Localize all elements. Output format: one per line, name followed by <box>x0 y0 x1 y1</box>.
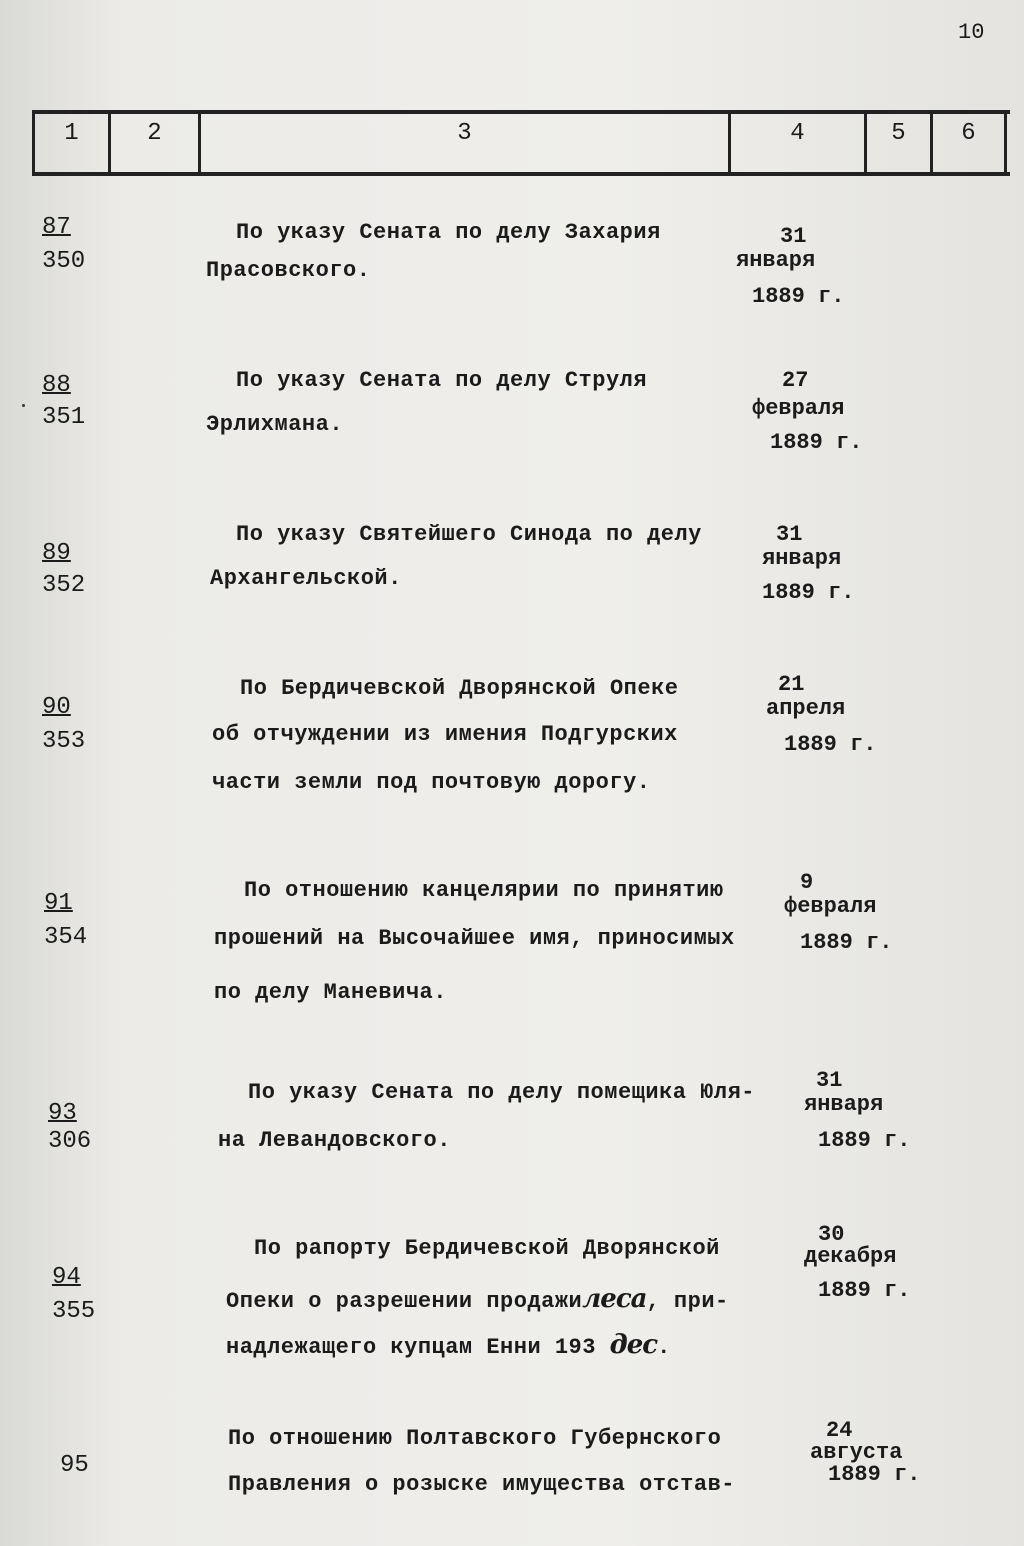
entry-text-segment: . <box>657 1335 671 1360</box>
entry-date-year: 1889 г. <box>828 1462 921 1487</box>
entry-text-line: По Бердичевской Дворянской Опеке <box>240 676 679 701</box>
entry-date-day: 31 <box>816 1068 843 1093</box>
header-col-6: 6 <box>930 114 1007 172</box>
entry-text-line: Прасовского. <box>206 258 371 283</box>
entry-number: 95 <box>60 1452 89 1479</box>
entry-text-line: на Левандовского. <box>218 1128 451 1153</box>
entry-text-line: Эрлихмана. <box>206 412 344 437</box>
entry-date-day: 9 <box>800 870 814 895</box>
entry-text-line: По указу Сената по делу помещика Юля- <box>248 1080 755 1105</box>
entry-text-segment: , при- <box>646 1289 729 1314</box>
entry-date-year: 1889 г. <box>818 1278 911 1303</box>
entry-text-line: Архангельской. <box>210 566 402 591</box>
entry-sheet-number: 353 <box>42 728 86 755</box>
speck <box>22 404 25 407</box>
entry-text-line-with-handwriting <box>226 1330 671 1360</box>
entry-text-line-with-handwriting <box>226 1284 729 1314</box>
entry-date-day: 27 <box>782 368 809 393</box>
entry-number: 94 <box>52 1264 81 1291</box>
entry-text-line: Правления о розыске имущества отстав- <box>228 1472 735 1497</box>
entry-date-month: февраля <box>784 894 877 919</box>
entry-date-year: 1889 г. <box>818 1128 911 1153</box>
entry-text-line: по делу Маневича. <box>214 980 447 1005</box>
entry-date-day: 31 <box>780 224 807 249</box>
entry-date-month: декабря <box>804 1244 897 1269</box>
header-col-1: 1 <box>32 114 108 172</box>
header-col-5: 5 <box>864 114 930 172</box>
handwritten-insertion: дес <box>609 1330 658 1360</box>
entry-date-year: 1889 г. <box>770 430 863 455</box>
handwritten-insertion: леса <box>582 1284 647 1314</box>
entry-text-line: части земли под почтовую дорогу. <box>212 770 651 795</box>
entry-number: 88 <box>42 372 71 399</box>
entry-number: 91 <box>44 890 73 917</box>
entry-date-day: 21 <box>778 672 805 697</box>
entry-number: 93 <box>48 1100 77 1127</box>
header-col-4: 4 <box>728 114 864 172</box>
entry-number: 89 <box>42 540 71 567</box>
entry-date-year: 1889 г. <box>752 284 845 309</box>
entry-date-month: января <box>736 248 816 273</box>
entry-date-year: 1889 г. <box>762 580 855 605</box>
entry-text-line: По указу Святейшего Синода по делу <box>236 522 702 547</box>
entry-sheet-number: 355 <box>52 1298 96 1325</box>
entry-text-line: По указу Сената по делу Захария <box>236 220 661 245</box>
entry-date-month: января <box>762 546 842 571</box>
table-header <box>32 110 1010 176</box>
entry-text-segment: Опеки о разрешении продажи <box>226 1289 583 1314</box>
entry-sheet-number: 351 <box>42 404 86 431</box>
entry-date-day: 30 <box>818 1222 845 1247</box>
entry-text-line: прошений на Высочайшее имя, приносимых <box>214 926 735 951</box>
entry-date-month: августа <box>810 1440 903 1465</box>
entry-text-line: По рапорту Бердичевской Дворянской <box>254 1236 720 1261</box>
entry-date-day: 24 <box>826 1418 853 1443</box>
entry-date-day: 31 <box>776 522 803 547</box>
page-number: 10 <box>958 20 985 45</box>
entry-date-month: января <box>804 1092 884 1117</box>
entry-sheet-number: 352 <box>42 572 86 599</box>
entry-text-line: По указу Сената по делу Струля <box>236 368 648 393</box>
entry-number: 90 <box>42 694 71 721</box>
entry-text-segment: надлежащего купцам Енни 193 <box>226 1335 596 1360</box>
header-col-3: 3 <box>198 114 728 172</box>
entry-date-month: апреля <box>766 696 846 721</box>
entry-text-line: По отношению канцелярии по принятию <box>244 878 724 903</box>
entry-date-year: 1889 г. <box>784 732 877 757</box>
entry-text-line: По отношению Полтавского Губернского <box>228 1426 722 1451</box>
entry-sheet-number: 350 <box>42 248 86 275</box>
entry-date-month: февраля <box>752 396 845 421</box>
entry-date-year: 1889 г. <box>800 930 893 955</box>
entry-sheet-number: 354 <box>44 924 88 951</box>
header-col-2: 2 <box>108 114 198 172</box>
entry-text-line: об отчуждении из имения Подгурских <box>212 722 678 747</box>
entry-sheet-number: 306 <box>48 1128 92 1155</box>
entry-number: 87 <box>42 214 71 241</box>
